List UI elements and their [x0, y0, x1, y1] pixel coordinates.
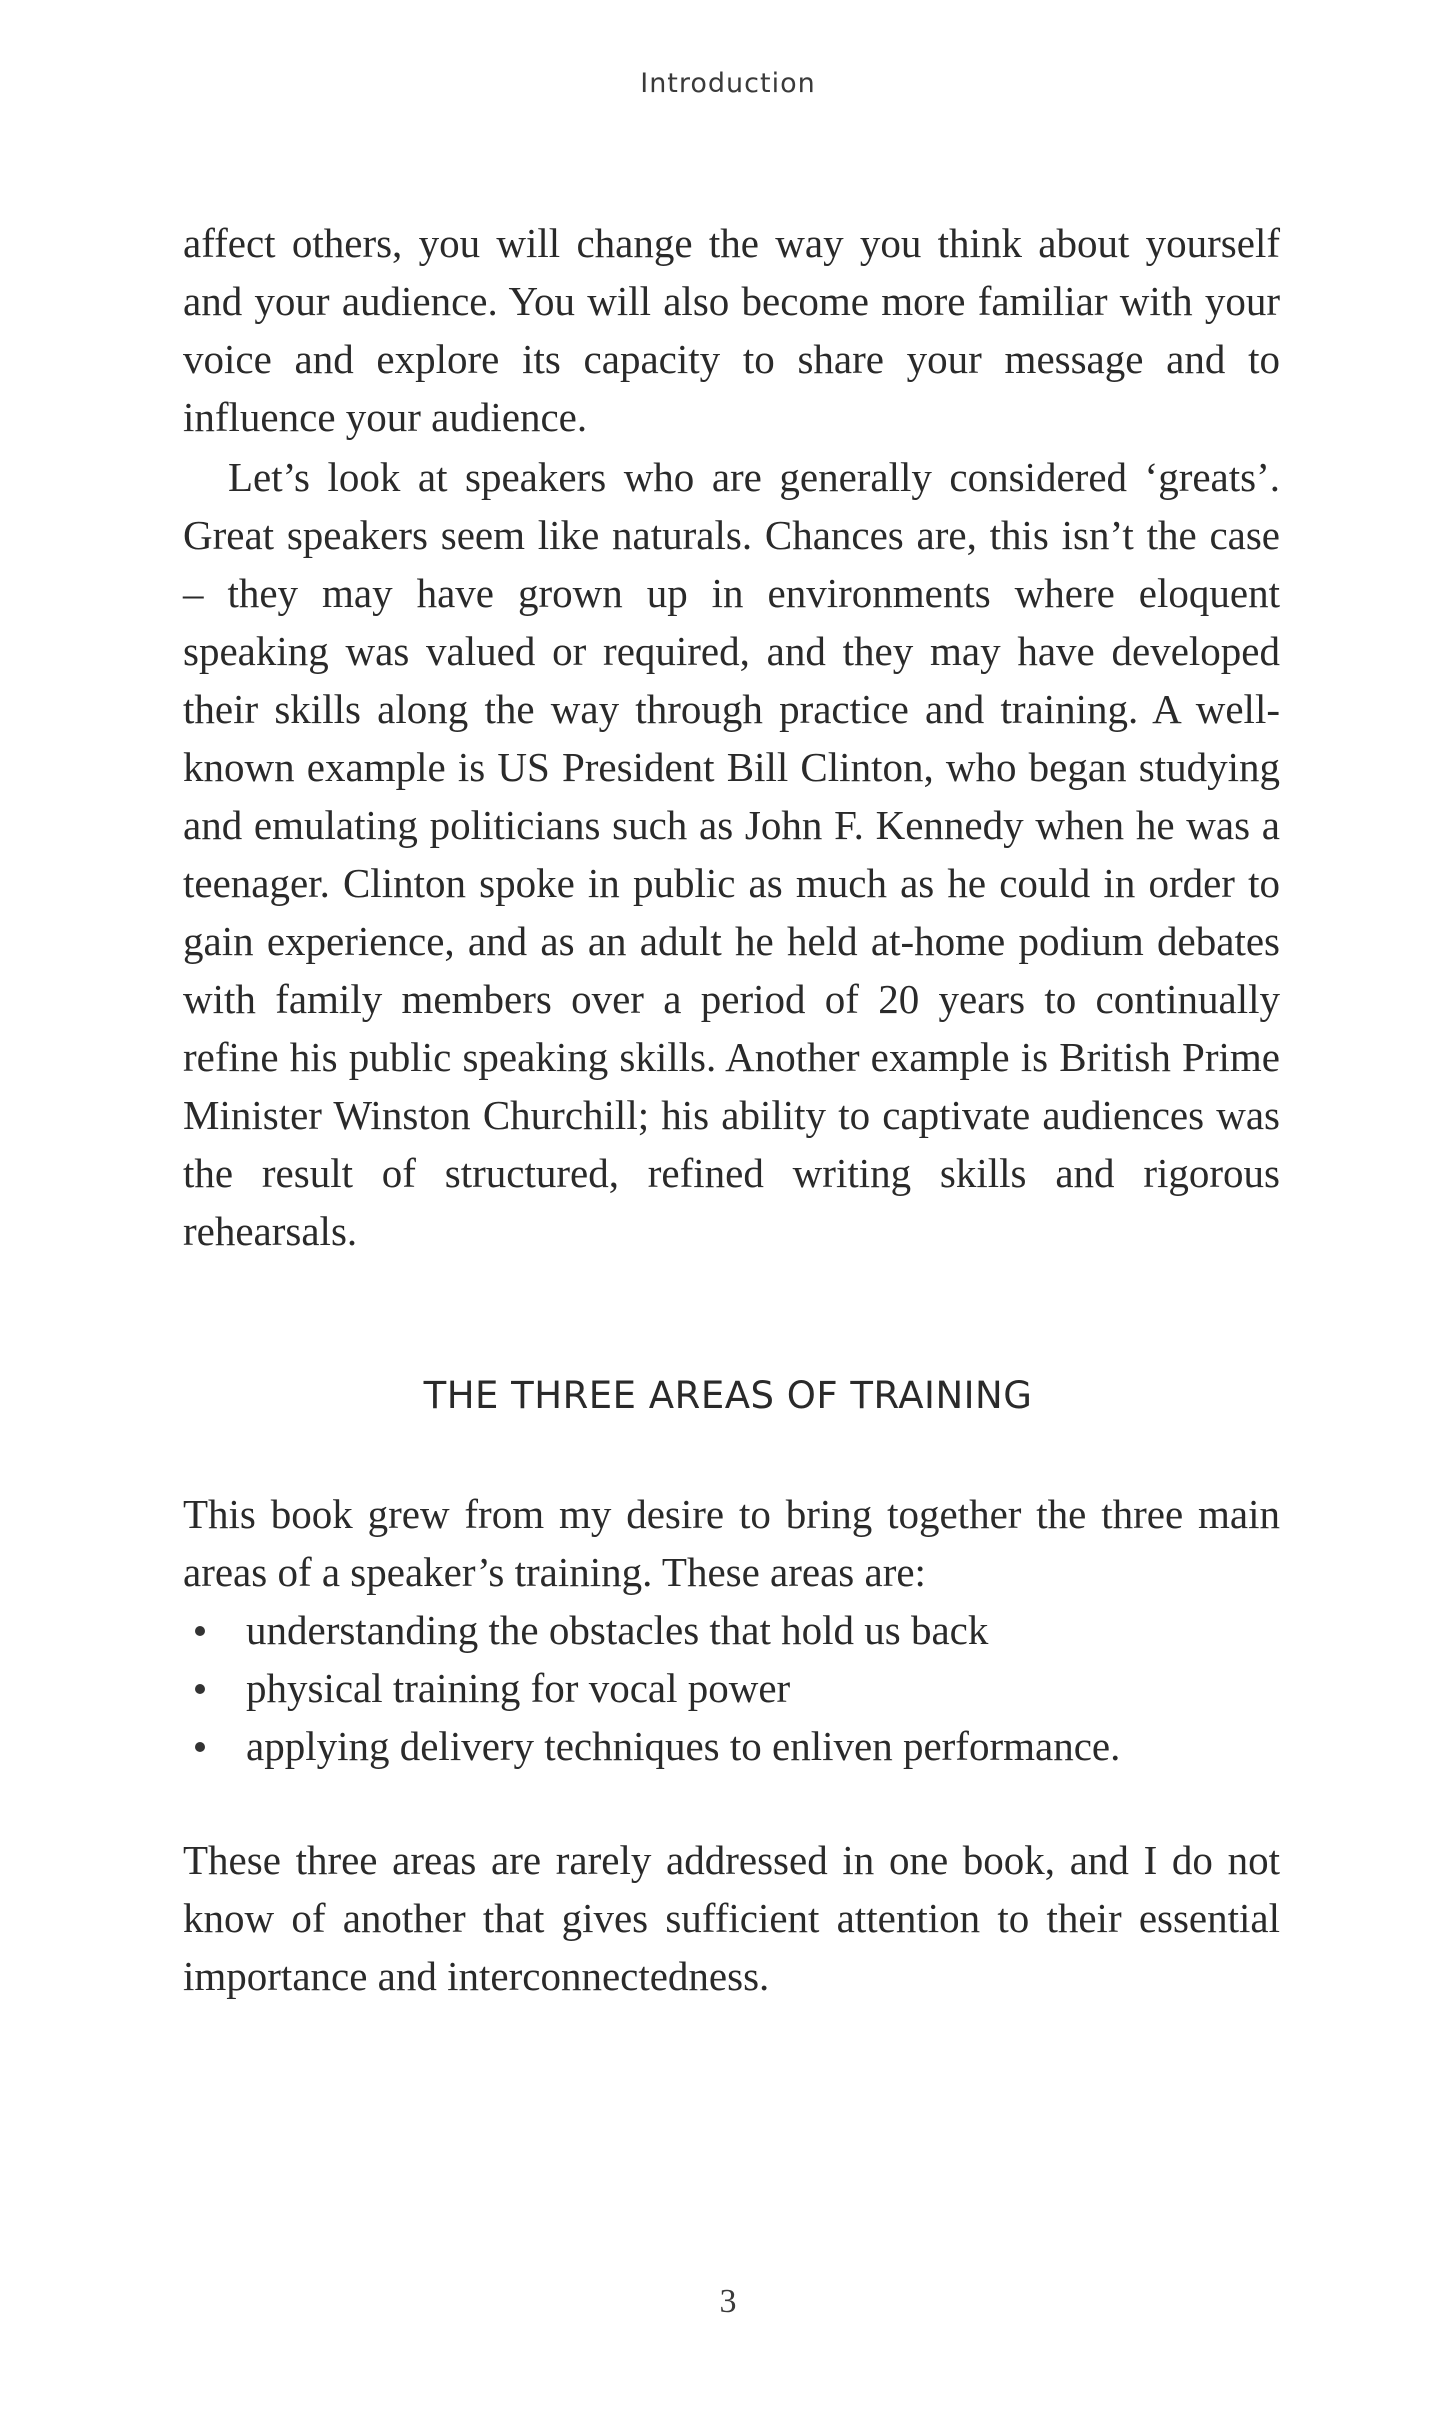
- bullet-icon: [195, 1626, 205, 1636]
- bullet-item: [183, 1659, 1280, 1717]
- bullet-text: understanding the obstacles that hold us back: [246, 1607, 989, 1653]
- bullet-item: [183, 1601, 1280, 1659]
- bullet-text: applying delivery techniques to enliven performance.: [246, 1723, 1121, 1769]
- section-intro-paragraph: This book grew from my desire to bring together the three main areas of a speaker’s training. These areas are:: [183, 1491, 1280, 1595]
- running-head: Introduction: [640, 68, 816, 99]
- bullet-text: physical training for vocal power: [246, 1665, 791, 1711]
- bullet-icon: [195, 1684, 205, 1694]
- bullet-item: [183, 1717, 1280, 1775]
- bullet-icon: [195, 1742, 205, 1752]
- page-number: 3: [719, 2283, 737, 2320]
- section-heading: THE THREE AREAS OF TRAINING: [423, 1374, 1033, 1417]
- body-paragraph-1: affect others, you will change the way you think about yourself and your audience. You will also become more familiar with your voice and explore its capacity to share your message and to influence your audience.: [183, 220, 1280, 440]
- body-paragraph-2: Let’s look at speakers who are generally considered ‘greats’. Great speakers seem like naturals. Chances are, this isn’t the case – they may have grown up in environments where eloquent speaking was valued or required, and they may have developed their skills along the way through practice and training. A well-known example is US President Bill Clinton, who began studying and emulating politicians such as John F. Kennedy when he was a teenager. Clinton spoke in public as much as he could in order to gain experience, and as an adult he held at-home podium debates with family members over a period of 20 years to continually refine his public speaking skills. Another example is British Prime Minister Winston Churchill; his ability to captivate audiences was the result of structured, refined writing skills and rigorous rehearsals.: [183, 454, 1280, 1254]
- closing-paragraph: These three areas are rarely addressed in one book, and I do not know of another that gives sufficient attention to their essential importance and interconnectedness.: [183, 1837, 1280, 1999]
- bullet-list: [183, 1601, 1280, 1775]
